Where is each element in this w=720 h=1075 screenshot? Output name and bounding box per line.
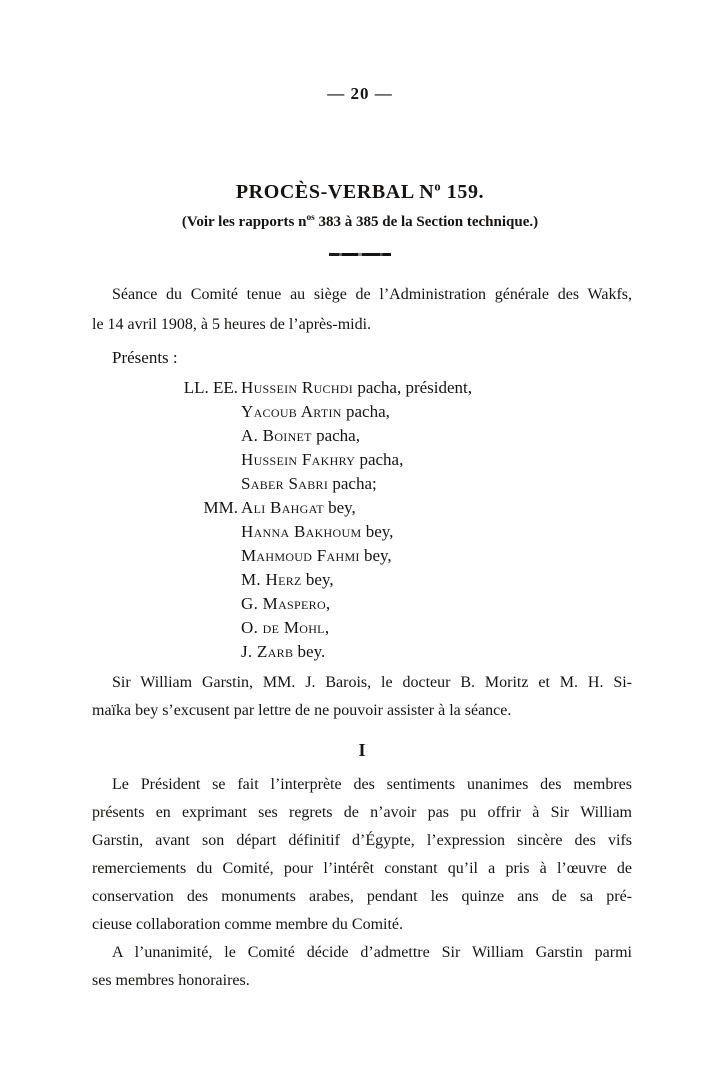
attendee-row <box>92 448 652 472</box>
attendee-title: pacha, <box>341 402 390 421</box>
document-subtitle <box>0 214 720 231</box>
attendee-title: pacha, <box>311 426 360 445</box>
attendee-row <box>92 640 652 664</box>
attendee-row <box>92 424 652 448</box>
intro-paragraph <box>92 280 632 340</box>
body-line: Garstin, avant son départ définitif d’Égypte, l’expression sincère des vifs <box>92 832 632 849</box>
attendee-name: Mahmoud Fahmi <box>241 546 360 565</box>
body-line: ses membres honoraires. <box>92 972 250 989</box>
attendee-name: M. Herz <box>241 570 302 589</box>
divider-rule <box>329 253 391 256</box>
document-title-number: 159. <box>441 181 485 203</box>
attendee-name: J. Zarb <box>241 642 294 661</box>
attendee-title: bey. <box>293 642 326 661</box>
attendee-title: bey, <box>361 522 394 541</box>
body-line: A l’unanimité, le Comité décide d’admettre Sir William Garstin parmi <box>112 944 632 961</box>
subtitle-text-end: 383 à 385 de la Section technique.) <box>314 214 539 230</box>
excuses-line: maïka bey s’excusent par lettre de ne pouvoir assister à la séance. <box>92 702 512 719</box>
attendee-name: Ali Bahgat <box>241 498 324 517</box>
attendee-prefix: LL. EE. <box>183 378 238 397</box>
body-line: remerciements du Comité, pour l’intérêt constant qu’il a pris à l’œuvre de <box>92 860 632 877</box>
subtitle-text: (Voir les rapports n <box>181 214 307 230</box>
attendee-title: pacha; <box>328 474 377 493</box>
attendee-prefix: MM. <box>203 498 238 517</box>
attendee-name: G. Maspero <box>241 594 326 613</box>
attendee-row <box>92 568 652 592</box>
section-heading-numeral: I <box>358 740 366 760</box>
attendees-list <box>92 376 652 664</box>
excuses-paragraph <box>92 669 632 725</box>
attendee-row <box>92 472 652 496</box>
attendee-title: bey, <box>359 546 392 565</box>
attendee-row <box>92 616 652 640</box>
attendee-name: Saber Sabri <box>241 474 329 493</box>
body-paragraphs <box>92 771 632 995</box>
attendee-row <box>92 544 652 568</box>
body-line: Le Président se fait l’interprète des sentiments unanimes des membres <box>112 776 632 793</box>
attendee-row <box>92 496 652 520</box>
attendee-name: O. de Mohl <box>241 618 325 637</box>
attendee-name: A. Boinet <box>241 426 312 445</box>
attendee-title: bey, <box>301 570 334 589</box>
page-number: — 20 — <box>327 84 393 103</box>
document-title-text: PROCÈS-VERBAL N <box>235 181 435 203</box>
document-title <box>0 181 720 204</box>
attendee-name: Hanna Bakhoum <box>241 522 362 541</box>
body-line: conservation des monuments arabes, pendant les quinze ans de sa pré- <box>92 888 632 905</box>
body-line: cieuse collaboration comme membre du Comité. <box>92 916 404 933</box>
intro-line: le 14 avril 1908, à 5 heures de l’après-midi. <box>92 316 372 333</box>
attendee-row <box>92 592 652 616</box>
subtitle-superscript: os <box>306 213 315 223</box>
attendee-row <box>92 520 652 544</box>
presents-label: Présents : <box>112 348 178 367</box>
attendee-title: , <box>325 594 331 613</box>
intro-line: Séance du Comité tenue au siège de l’Administration générale des Wakfs, <box>112 286 632 303</box>
attendee-name: Yacoub Artin <box>241 402 342 421</box>
attendee-title: bey, <box>323 498 356 517</box>
attendee-title: pacha, <box>355 450 404 469</box>
attendee-row <box>92 400 652 424</box>
excuses-line: Sir William Garstin, MM. J. Barois, le docteur B. Moritz et M. H. Si- <box>112 674 632 691</box>
body-line: présents en exprimant ses regrets de n’avoir pas pu offrir à Sir William <box>92 804 632 821</box>
attendee-name: Hussein Fakhry <box>241 450 356 469</box>
attendee-title: , <box>324 618 330 637</box>
attendee-name: Hussein Ruchdi <box>241 378 354 397</box>
title-superscript: o <box>434 179 442 194</box>
attendee-row <box>92 376 652 400</box>
attendee-title: pacha, président, <box>353 378 473 397</box>
